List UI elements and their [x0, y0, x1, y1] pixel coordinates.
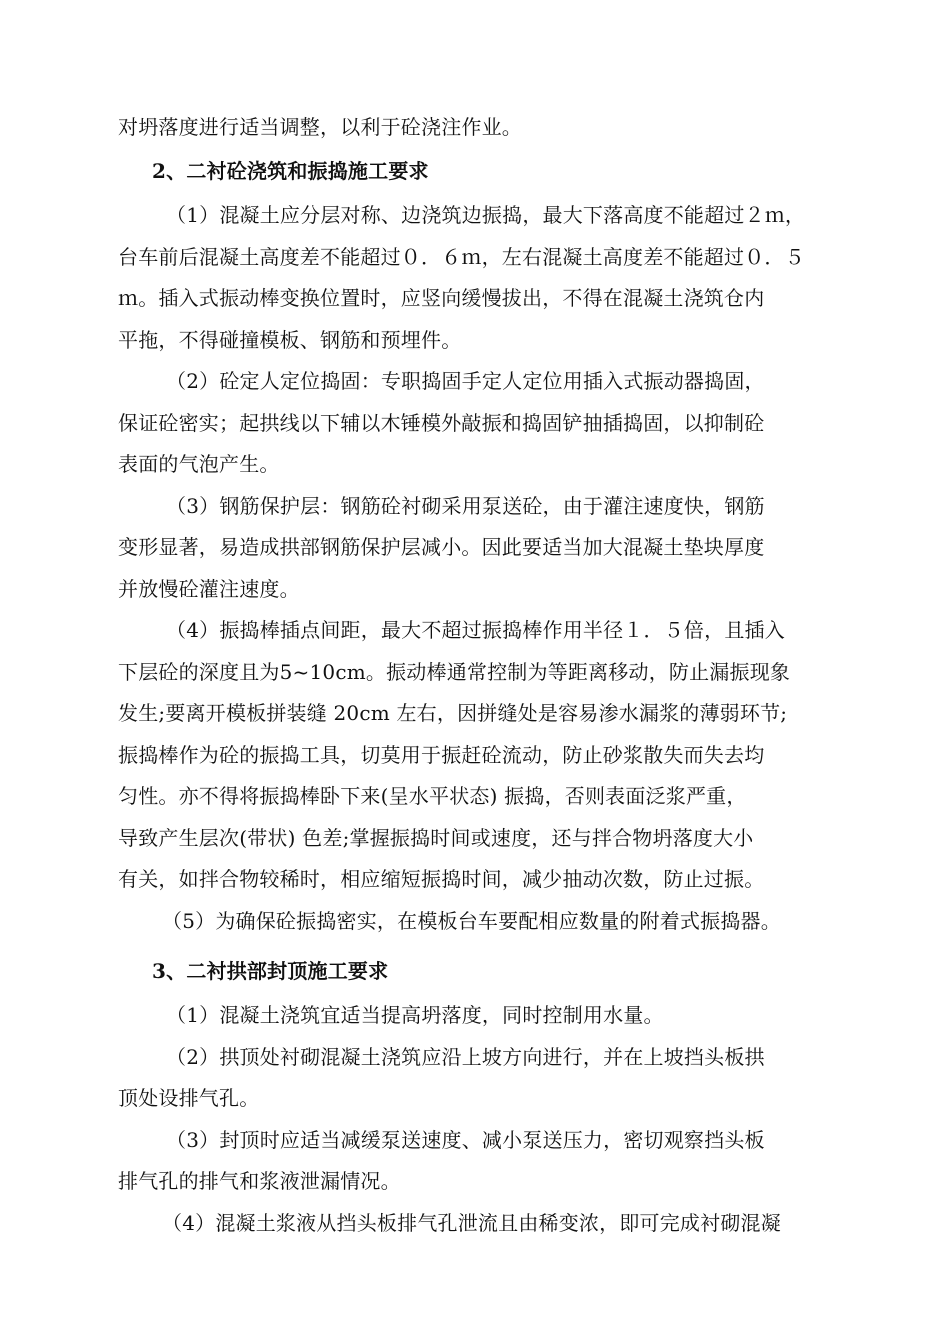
- paragraph-line: （2）拱顶处衬砌混凝土浇筑应沿上坡方向进行，并在上坡挡头板拱: [166, 1045, 765, 1069]
- paragraph-line: 匀性。亦不得将振捣棒卧下来(呈水平状态) 振捣，否则表面泛浆严重，: [118, 784, 747, 808]
- paragraph-line: 有关，如拌合物较稀时，相应缩短振捣时间，减少抽动次数，防止过振。: [118, 867, 765, 891]
- paragraph-line: 对坍落度进行适当调整，以利于砼浇注作业。: [118, 115, 522, 139]
- paragraph-line: 保证砼密实；起拱线以下辅以木锤模外敲振和捣固铲抽插捣固，以抑制砼: [118, 411, 765, 435]
- paragraph-line: 表面的气泡产生。: [118, 452, 280, 476]
- paragraph-line: 下层砼的深度且为5~10cm。振动棒通常控制为等距离移动，防止漏振现象: [118, 660, 791, 684]
- section-heading: 3、二衬拱部封顶施工要求: [152, 959, 389, 983]
- paragraph-line: （4）混凝土浆液从挡头板排气孔泄流且由稀变浓，即可完成衬砌混凝: [162, 1211, 781, 1235]
- paragraph-line: （1）混凝土浇筑宜适当提高坍落度，同时控制用水量。: [166, 1003, 664, 1027]
- paragraph-line: 发生;要离开模板拼装缝 20cm 左右，因拼缝处是容易渗水漏浆的薄弱环节;: [118, 701, 788, 725]
- paragraph-line: 并放慢砼灌注速度。: [118, 577, 300, 601]
- paragraph-line: 台车前后混凝土高度差不能超过０．６ｍ，左右混凝土高度差不能超过０．５: [118, 245, 805, 269]
- paragraph-line: 平拖，不得碰撞模板、钢筋和预埋件。: [118, 328, 462, 352]
- paragraph-line: ｍ。插入式振动棒变换位置时，应竖向缓慢拔出，不得在混凝土浇筑仓内: [118, 286, 765, 310]
- paragraph-line: 振捣棒作为砼的振捣工具，切莫用于振赶砼流动，防止砂浆散失而失去均: [118, 743, 765, 767]
- paragraph-line: （5）为确保砼振捣密实，在模板台车要配相应数量的附着式振捣器。: [162, 909, 781, 933]
- section-heading: 2、二衬砼浇筑和振捣施工要求: [152, 159, 429, 183]
- paragraph-line: （2）砼定人定位捣固：专职捣固手定人定位用插入式振动器捣固，: [166, 369, 765, 393]
- paragraph-line: （3）封顶时应适当减缓泵送速度、减小泵送压力，密切观察挡头板: [166, 1128, 765, 1152]
- paragraph-line: （1）混凝土应分层对称、边浇筑边振捣，最大下落高度不能超过２ｍ，: [166, 203, 806, 227]
- paragraph-line: 排气孔的排气和浆液泄漏情况。: [118, 1169, 401, 1193]
- paragraph-line: （3）钢筋保护层：钢筋砼衬砌采用泵送砼，由于灌注速度快，钢筋: [166, 494, 765, 518]
- paragraph-line: （4）振捣棒插点间距，最大不超过振捣棒作用半径１．５倍，且插入: [166, 618, 785, 642]
- paragraph-line: 导致产生层次(带状) 色差;掌握振捣时间或速度，还与拌合物坍落度大小: [118, 826, 754, 850]
- paragraph-line: 变形显著，易造成拱部钢筋保护层减小。因此要适当加大混凝土垫块厚度: [118, 535, 765, 559]
- paragraph-line: 顶处设排气孔。: [118, 1086, 260, 1110]
